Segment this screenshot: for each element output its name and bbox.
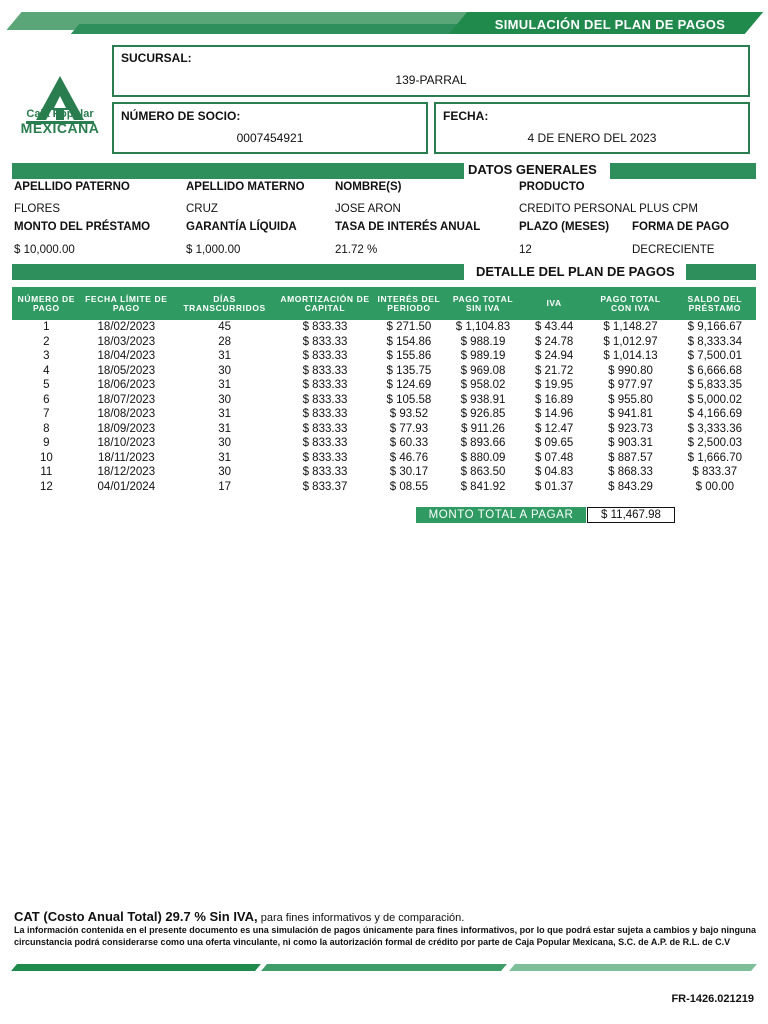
garantia-value: $ 1,000.00 — [186, 244, 241, 256]
table-cell: $ 30.17 — [389, 466, 429, 478]
table-cell: $ 955.80 — [608, 393, 653, 406]
sucursal-box — [112, 45, 750, 97]
table-cell: $ 04.83 — [534, 466, 574, 478]
apellido-paterno-label: APELLIDO PATERNO — [14, 181, 130, 193]
table-cell: $ 1,014.13 — [603, 350, 658, 362]
forma-pago-value: DECRECIENTE — [632, 244, 715, 256]
section-bar — [610, 163, 756, 179]
table-cell: $ 01.37 — [534, 480, 574, 493]
table-cell: $ 154.86 — [386, 335, 432, 348]
table-cell: 18/12/2023 — [97, 466, 156, 478]
table-cell: $ 7,500.01 — [687, 350, 742, 362]
table-cell: $ 923.73 — [608, 422, 653, 435]
table-cell: $ 6,666.68 — [687, 364, 742, 377]
table-cell: $ 880.09 — [460, 451, 506, 464]
table-cell: $ 21.72 — [534, 364, 574, 377]
sucursal-value: 139-PARRAL — [395, 73, 467, 87]
table-cell: $ 903.31 — [608, 437, 653, 449]
column-header: FECHA LÍMITE DE PAGO — [81, 287, 172, 320]
socio-box — [112, 102, 428, 154]
table-cell: 18/05/2023 — [97, 364, 156, 377]
nombres-value: JOSE ARON — [335, 203, 401, 215]
tasa-value: 21.72 % — [335, 244, 378, 256]
column-header: PAGO TOTAL SIN IVA — [445, 287, 521, 320]
column-header: AMORTIZACIÓN DE CAPITAL — [277, 287, 372, 320]
table-cell: 31 — [218, 350, 231, 362]
tasa-label: TASA DE INTERÉS ANUAL — [335, 221, 481, 233]
table-cell: 9 — [43, 437, 50, 449]
section-bar — [12, 264, 464, 280]
datos-generales-title: DATOS GENERALES — [468, 162, 597, 177]
table-row — [12, 480, 756, 495]
table-row — [12, 436, 756, 451]
column-header: SALDO DEL PRÉSTAMO — [674, 287, 756, 320]
table-cell: $ 9,166.67 — [687, 321, 742, 333]
table-cell: 31 — [218, 408, 231, 420]
table-cell: $ 09.65 — [534, 437, 574, 449]
table-cell: 18/02/2023 — [97, 321, 156, 333]
table-cell: $ 43.44 — [534, 321, 574, 333]
table-cell: $ 833.33 — [302, 408, 348, 420]
table-cell: 12 — [39, 480, 53, 493]
table-cell: 30 — [218, 437, 231, 449]
table-cell: 2 — [43, 335, 50, 348]
cat-bold-text: CAT (Costo Anual Total) 29.7 % Sin IVA, — [14, 909, 258, 924]
table-cell: $ 833.33 — [302, 451, 348, 464]
table-cell: $ 833.37 — [692, 466, 738, 478]
table-cell: $ 07.48 — [534, 451, 574, 464]
table-cell: 8 — [43, 422, 50, 435]
table-cell: $ 5,833.35 — [687, 379, 742, 391]
cat-statement — [14, 909, 754, 924]
table-cell: $ 155.86 — [386, 350, 432, 362]
table-cell: 30 — [218, 466, 231, 478]
table-cell: 11 — [40, 466, 53, 478]
table-cell: $ 12.47 — [534, 422, 574, 435]
table-cell: 10 — [39, 451, 53, 464]
table-cell: $ 969.08 — [460, 364, 506, 377]
socio-value: 0007454921 — [236, 131, 304, 145]
table-cell: $ 1,012.97 — [603, 335, 658, 348]
table-cell: 30 — [218, 393, 231, 406]
table-cell: $ 105.58 — [386, 393, 432, 406]
monto-value: $ 10,000.00 — [14, 244, 75, 256]
table-row — [12, 335, 756, 350]
table-cell: $ 911.26 — [461, 422, 505, 435]
garantia-label: GARANTÍA LÍQUIDA — [186, 221, 297, 233]
table-cell: $ 2,500.03 — [687, 437, 742, 449]
section-bar — [12, 163, 464, 179]
payment-plan-table — [12, 287, 756, 494]
table-row — [12, 407, 756, 422]
table-cell: 18/10/2023 — [97, 437, 156, 449]
table-cell: $ 271.50 — [386, 321, 432, 333]
table-cell: $ 135.75 — [386, 364, 432, 377]
table-cell: 18/04/2023 — [97, 350, 156, 362]
table-cell: $ 1,104.83 — [455, 321, 511, 333]
table-cell: $ 977.97 — [608, 379, 653, 391]
table-cell: $ 938.91 — [460, 393, 506, 406]
table-cell: $ 77.93 — [389, 422, 429, 435]
table-cell: 04/01/2024 — [97, 480, 156, 493]
fecha-label: FECHA: — [443, 109, 489, 123]
table-cell: 18/03/2023 — [97, 335, 156, 348]
table-cell: $ 833.33 — [302, 393, 348, 406]
table-cell: $ 893.66 — [460, 437, 506, 449]
apellido-materno-value: CRUZ — [186, 203, 218, 215]
table-cell: $ 1,148.27 — [603, 321, 658, 333]
table-cell: $ 941.81 — [608, 408, 653, 420]
table-row — [12, 364, 756, 379]
table-row — [12, 465, 756, 480]
header-stripe — [71, 24, 479, 34]
forma-pago-label: FORMA DE PAGO — [632, 221, 730, 233]
table-cell: $ 887.57 — [608, 451, 653, 464]
table-cell: $ 989.19 — [460, 350, 506, 362]
table-row — [12, 349, 756, 364]
table-cell: $ 833.33 — [302, 437, 348, 449]
table-cell: 45 — [218, 321, 231, 333]
table-cell: $ 958.02 — [460, 379, 506, 391]
table-cell: $ 833.37 — [302, 480, 348, 493]
table-cell: $ 833.33 — [302, 422, 348, 435]
table-cell: 18/09/2023 — [97, 422, 156, 435]
table-cell: $ 16.89 — [534, 393, 574, 406]
table-row — [12, 378, 756, 393]
table-cell: $ 4,166.69 — [687, 408, 742, 420]
table-cell: $ 14.96 — [534, 408, 574, 420]
table-cell: 18/06/2023 — [97, 379, 156, 391]
total-label: MONTO TOTAL A PAGAR — [416, 507, 586, 523]
table-cell: $ 833.33 — [302, 466, 348, 478]
table-cell: 31 — [218, 422, 231, 435]
table-cell: $ 5,000.02 — [687, 393, 742, 406]
plazo-label: PLAZO (MESES) — [519, 221, 610, 233]
table-cell: $ 8,333.34 — [687, 335, 742, 348]
table-cell: $ 843.29 — [608, 480, 653, 493]
table-cell: $ 1,666.70 — [687, 451, 742, 464]
table-cell: 7 — [43, 408, 50, 420]
section-bar — [686, 264, 756, 280]
apellido-paterno-value: FLORES — [14, 203, 61, 215]
fecha-value: 4 DE ENERO DEL 2023 — [527, 131, 657, 145]
table-cell: $ 46.76 — [389, 451, 429, 464]
apellido-materno-label: APELLIDO MATERNO — [186, 181, 305, 193]
table-row — [12, 393, 756, 408]
table-cell: $ 124.69 — [386, 379, 432, 391]
table-cell: $ 833.33 — [302, 335, 348, 348]
table-cell: 3 — [43, 350, 50, 362]
table-cell: $ 24.78 — [534, 335, 574, 348]
column-header: INTERÉS DEL PERIODO — [373, 287, 445, 320]
page-title: SIMULACIÓN DEL PLAN DE PAGOS — [494, 17, 726, 32]
logo-text-mexicana: MEXICANA — [20, 120, 100, 136]
table-cell: $ 93.52 — [389, 408, 429, 420]
table-cell: 18/07/2023 — [97, 393, 156, 406]
nombres-label: NOMBRE(S) — [335, 181, 402, 193]
sucursal-label: SUCURSAL: — [121, 51, 192, 65]
table-row — [12, 422, 756, 437]
table-cell: 4 — [43, 364, 50, 377]
plazo-value: 12 — [519, 244, 532, 256]
table-cell: $ 841.92 — [460, 480, 506, 493]
table-cell: $ 926.85 — [460, 408, 506, 420]
producto-value: CREDITO PERSONAL PLUS CPM — [519, 203, 698, 215]
logo-text-caja-popular: Caja Popular — [26, 108, 94, 120]
table-cell: $ 833.33 — [302, 350, 348, 362]
total-value: $ 11,467.98 — [587, 507, 675, 523]
producto-label: PRODUCTO — [519, 181, 585, 193]
table-cell: 30 — [218, 364, 231, 377]
disclaimer-text: La información contenida en el presente documento es una simulación de pagos únicamente para fines informativos, por lo que podrá estar sujeta a cambios y bajo ninguna circunstancia podrá considerarse como una oferta vinculante, ni como la autorización formal de crédito por parte de Caja Popular Mexicana, S.C. de A.P. de R.L. de C.V — [14, 925, 756, 947]
table-cell: $ 833.33 — [302, 321, 348, 333]
table-cell: $ 863.50 — [460, 466, 506, 478]
table-cell: 6 — [43, 393, 50, 406]
table-cell: 18/11/2023 — [97, 451, 155, 464]
table-cell: $ 3,333.36 — [687, 422, 742, 435]
footer-stripe — [509, 964, 757, 971]
table-cell: $ 868.33 — [608, 466, 653, 478]
table-cell: 5 — [43, 379, 50, 391]
table-cell: 1 — [43, 321, 50, 333]
footer-stripe — [261, 964, 507, 971]
table-body — [12, 320, 756, 494]
detalle-title: DETALLE DEL PLAN DE PAGOS — [476, 264, 675, 279]
table-cell: $ 19.95 — [534, 379, 574, 391]
table-cell: $ 988.19 — [460, 335, 506, 348]
cat-rest-text: para fines informativos y de comparación. — [257, 912, 465, 924]
column-header: PAGO TOTAL CON IVA — [587, 287, 673, 320]
fecha-box — [434, 102, 750, 154]
table-cell: 31 — [218, 379, 231, 391]
table-cell: 17 — [218, 480, 231, 493]
footer-stripe — [11, 964, 261, 971]
table-cell: $ 833.33 — [302, 379, 348, 391]
table-header-row — [12, 287, 756, 320]
form-code: FR-1426.021219 — [671, 993, 754, 1005]
table-cell: 28 — [218, 335, 231, 348]
table-row — [12, 320, 756, 335]
table-cell: $ 08.55 — [389, 480, 429, 493]
table-cell: $ 990.80 — [608, 364, 653, 377]
table-cell: $ 833.33 — [302, 364, 348, 377]
table-cell: $ 60.33 — [389, 437, 429, 449]
column-header: NÚMERO DE PAGO — [12, 287, 81, 320]
socio-label: NÚMERO DE SOCIO: — [121, 109, 241, 123]
table-cell: $ 00.00 — [695, 480, 734, 493]
table-row — [12, 451, 756, 466]
table-cell: 31 — [218, 451, 231, 464]
column-header: IVA — [521, 287, 588, 320]
table-cell: $ 24.94 — [534, 350, 574, 362]
monto-label: MONTO DEL PRÉSTAMO — [14, 221, 151, 233]
column-header: DÍAS TRANSCURRIDOS — [172, 287, 277, 320]
table-cell: 18/08/2023 — [97, 408, 156, 420]
